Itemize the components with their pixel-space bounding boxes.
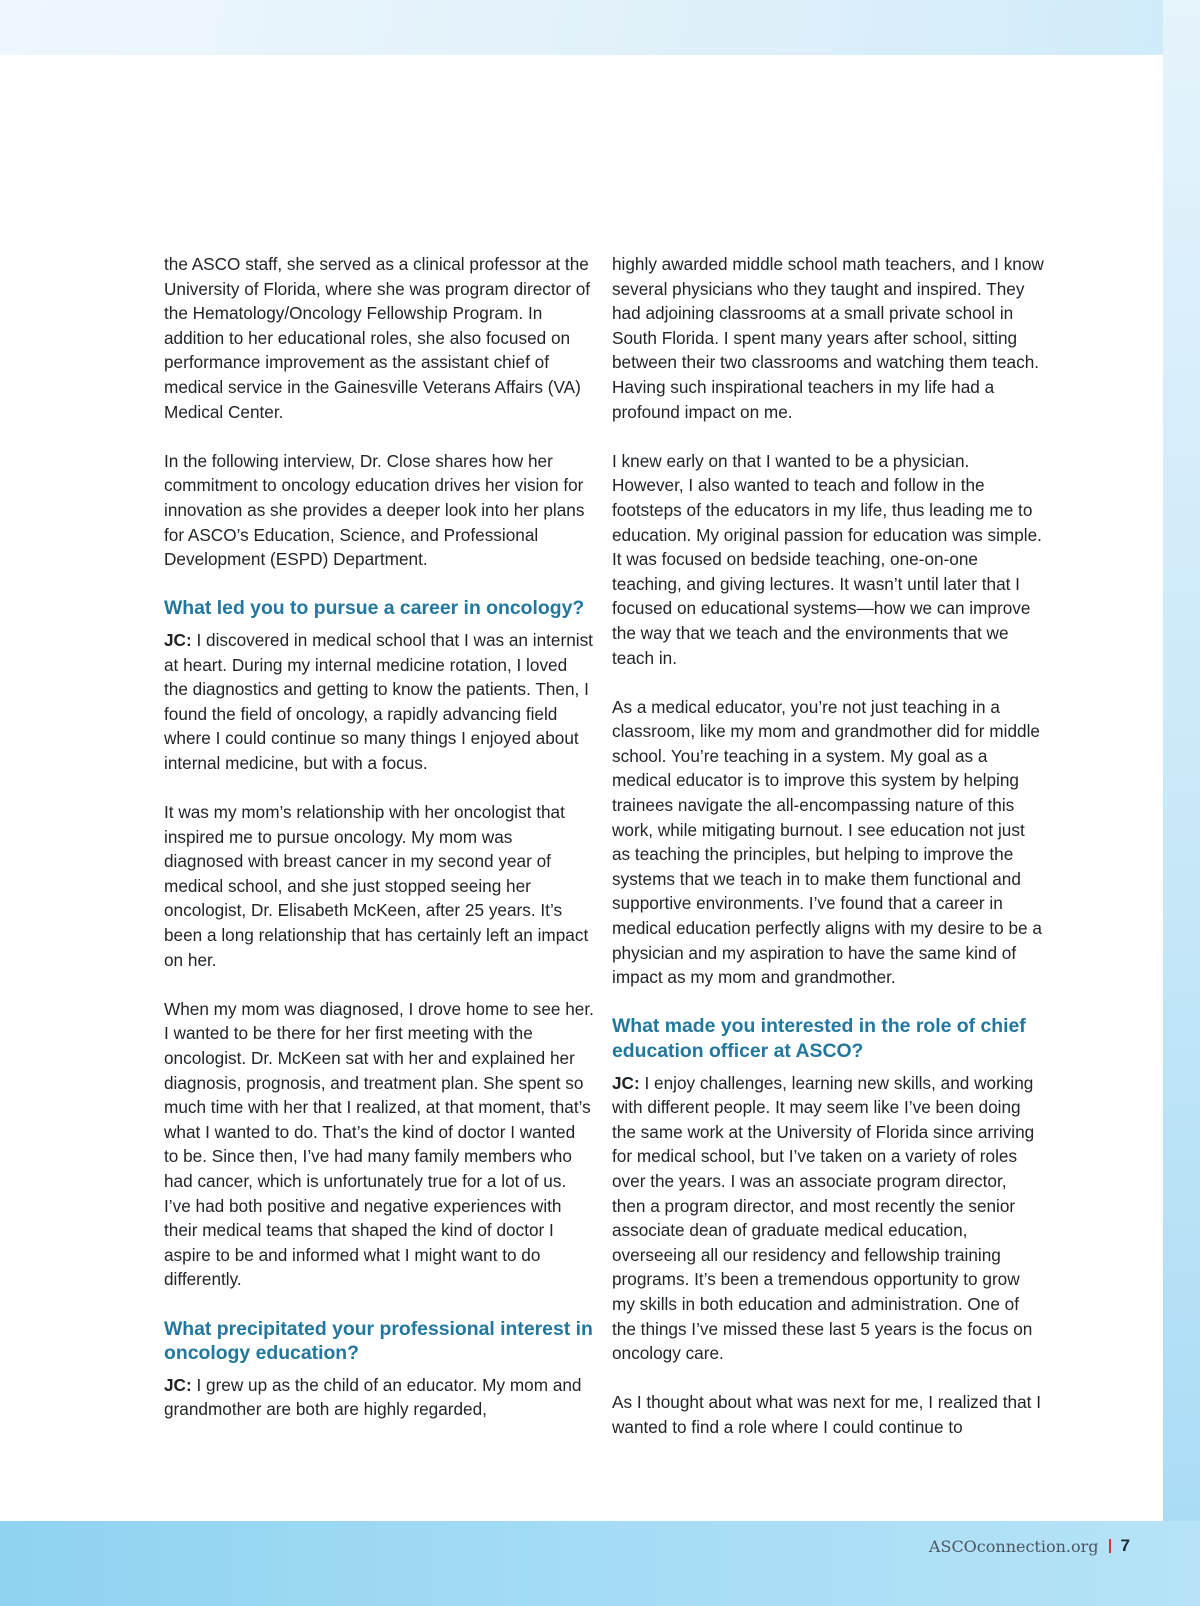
question-heading-education-interest: What precipitated your professional interest in oncology education? [164,1317,593,1365]
right-column [612,252,1044,1440]
side-decoration-strip [1163,0,1200,1606]
answer-paragraph-education-interest [164,1373,594,1422]
answer-speaker-label: JC: [164,629,192,650]
answer-text: I grew up as the child of an educator. My mom and grandmother are both are highly regarded, [164,1374,582,1420]
question-heading-chief-officer: What made you interested in the role of chief education officer at ASCO? [612,1015,1026,1062]
answer-speaker-label: JC: [164,1374,192,1395]
question-heading-career: What led you to pursue a career in oncology? [164,597,585,620]
body-paragraph-mom-oncologist: It was my mom’s relationship with her oncologist that inspired me to pursue oncology. My mom was diagnosed with breast cancer in my second year of medical school, and she just stopped seeing her oncologist, Dr. Elisabeth McKeen, after 25 years. It’s been a long relationship that has certainly left an impact on her. [164,802,589,970]
left-column [164,252,594,1422]
answer-text: I discovered in medical school that I was an internist at heart. During my internal medicine rotation, I loved the diagnostics and getting to know the patients. Then, I found the field of oncology, a rapidly advancing field where I could continue so many things I enjoyed about internal medicine, but with a focus. [164,629,593,773]
answer-paragraph-chief-officer [612,1071,1044,1366]
body-paragraph-next-role: As I thought about what was next for me, I realized that I wanted to find a role where I could continue to [612,1392,1041,1437]
intro-paragraph-2: In the following interview, Dr. Close shares how her commitment to oncology education drives her vision for innovation as she provides a deeper look into her plans for ASCO’s Education, Science, and Professional Development (ESPD) Department. [164,450,585,570]
footer-divider [1109,1539,1111,1553]
page-number: 7 [1120,1536,1130,1555]
page-footer [929,1534,1130,1558]
answer-text: I enjoy challenges, learning new skills, and working with different people. It may seem like I’ve been doing the same work at the University of Florida since arriving for medical school, but I’ve taken on a variety of roles over the years. I was an associate program director, then a program director, and most recently the senior associate dean of graduate medical education, overseeing all our residency and fellowship training programs. It’s been a tremendous opportunity to grow my skills in both education and administration. One of the things I’ve missed these last 5 years is the focus on oncology care. [612,1072,1035,1364]
body-paragraph-medical-educator: As a medical educator, you’re not just teaching in a classroom, like my mom and grandmother did for middle school. You’re teaching in a system. My goal as a medical educator is to improve this system by helping trainees navigate the all-encompassing nature of this work, while mitigating burnout. I see education not just as teaching the principles, but helping to improve the systems that we teach in to make them functional and supportive environments. I’ve found that a career in medical education perfectly aligns with my desire to be a physician and my aspiration to have the same kind of impact as my mom and grandmother. [612,696,1042,988]
body-paragraph-diagnosis: When my mom was diagnosed, I drove home to see her. I wanted to be there for her first meeting with the oncologist. Dr. McKeen sat with her and explained her diagnosis, prognosis, and treatment plan. She spent so much time with her that I realized, at that moment, that’s what I wanted to do. That’s the kind of doctor I wanted to be. Since then, I’ve had many family members who had cancer, which is unfortunately true for a lot of us. I’ve had both positive and negative experiences with their medical teams that shaped the kind of doctor I aspire to be and informed what I might want to do differently. [164,998,594,1290]
body-paragraph-physician: I knew early on that I wanted to be a physician. However, I also wanted to teach and follow in the footsteps of the educators in my life, thus leading me to education. My original passion for education was simple. It was focused on bedside teaching, one-on-one teaching, and giving lectures. It wasn’t until later that I focused on educational systems—how we can improve the way that we teach and the environments that we teach in. [612,450,1042,668]
intro-paragraph-1: the ASCO staff, she served as a clinical professor at the University of Florida, where she was program director of the Hematology/Oncology Fellowship Program. In addition to her educational roles, she also focused on performance improvement as the assistant chief of medical service in the Gainesville Veterans Affairs (VA) Medical Center. [164,254,591,422]
body-paragraph-teachers: highly awarded middle school math teachers, and I know several physicians who they taught and inspired. They had adjoining classrooms at a small private school in South Florida. I spent many years after school, sitting between their two classrooms and watching them teach. Having such inspirational teachers in my life had a profound impact on me. [612,254,1044,422]
footer-site-link[interactable]: ASCOconnection.org [928,1536,1099,1556]
answer-paragraph-career [164,628,594,776]
answer-speaker-label: JC: [612,1072,640,1093]
